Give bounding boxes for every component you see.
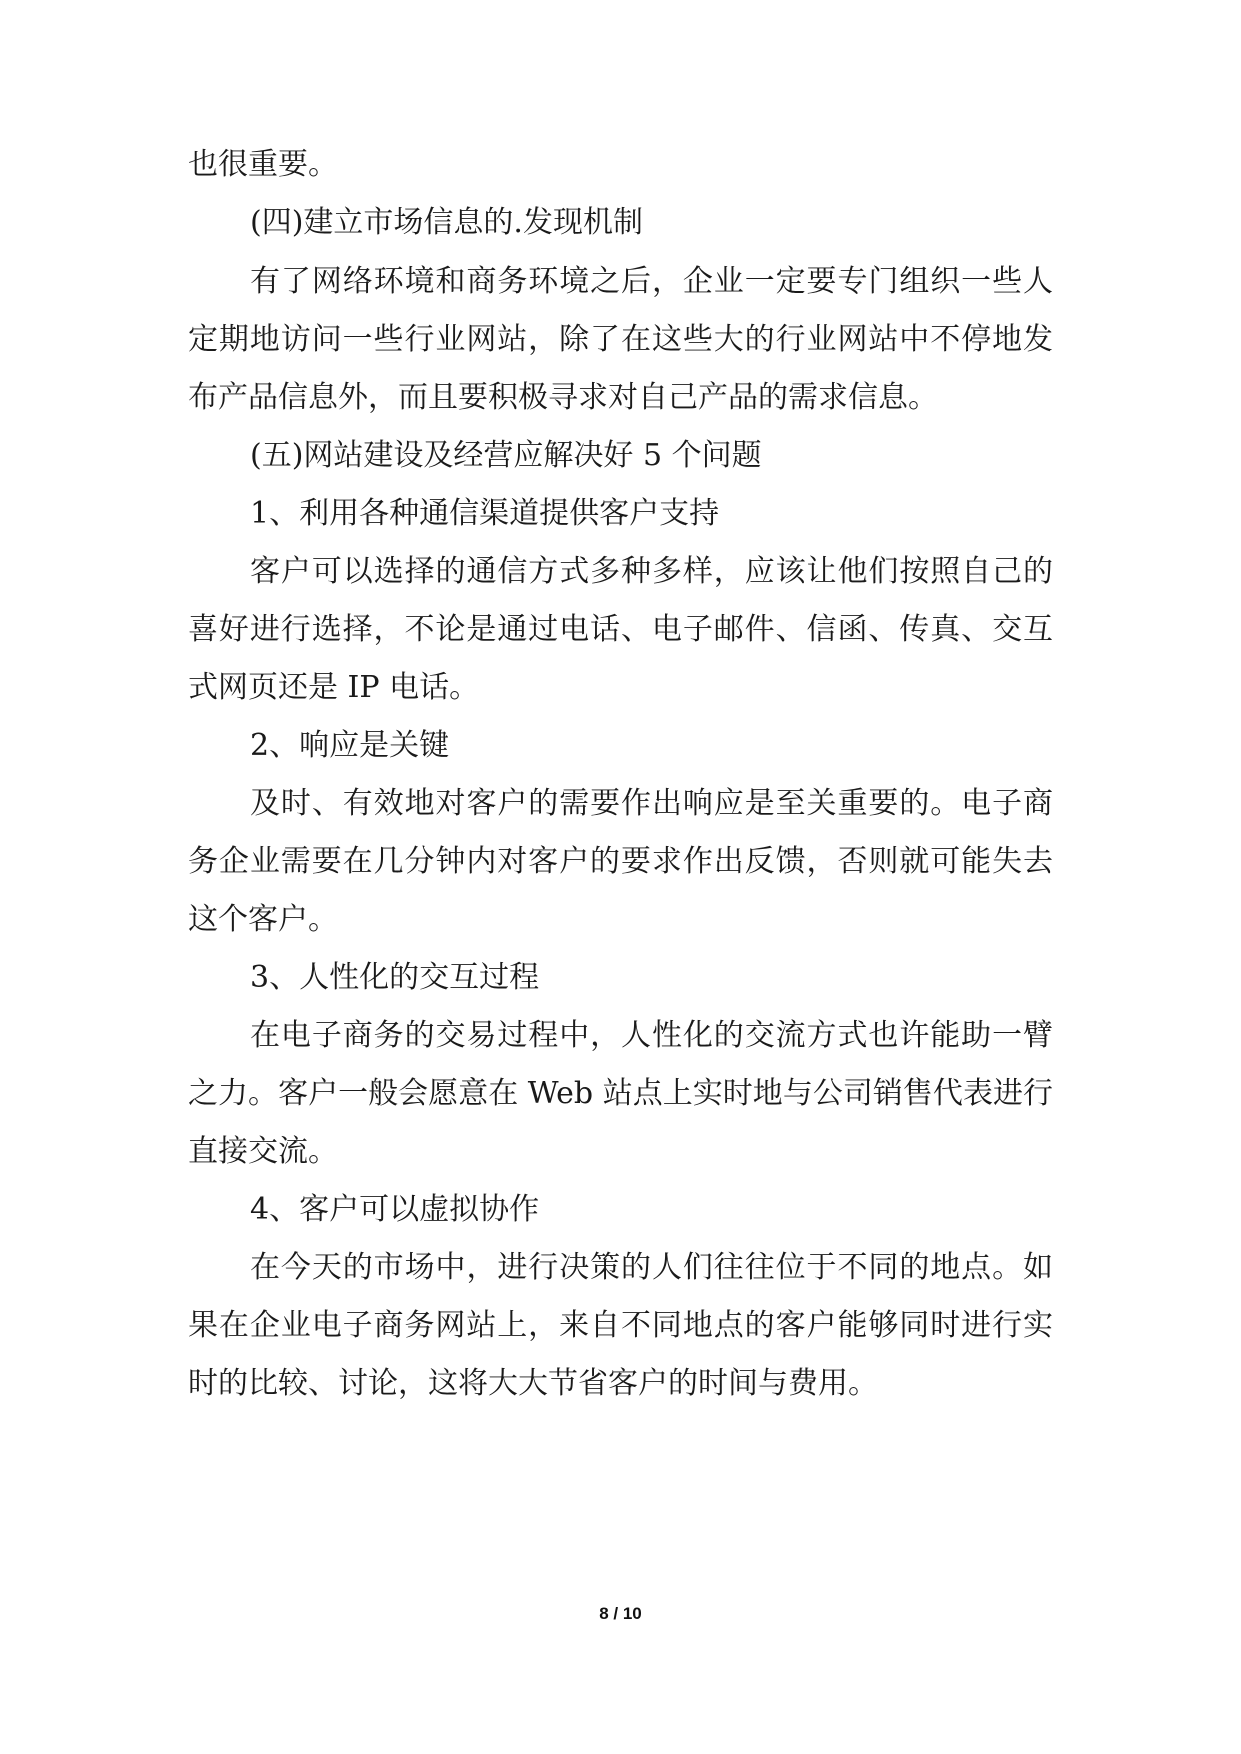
text-line-10: 式网页还是 IP 电话。 — [188, 670, 480, 705]
text-line-18: 直接交流。 — [188, 1134, 338, 1169]
subheading-3: 3、人性化的交互过程 — [250, 960, 540, 995]
text-line-12: 及时、有效地对客户的需要作出响应是至关重要的。电子商 — [250, 786, 1053, 821]
text-line-13: 务企业需要在几分钟内对客户的要求作出反馈，否则就可能失去 — [188, 844, 1053, 879]
section-heading-5: (五)网站建设及经营应解决好 5 个问题 — [250, 438, 762, 473]
text-line-20: 在今天的市场中，进行决策的人们往往位于不同的地点。如 — [250, 1250, 1053, 1285]
page-number: 8 / 10 — [599, 1604, 642, 1623]
text-line-14: 这个客户。 — [188, 902, 338, 937]
text-line-8: 客户可以选择的通信方式多种多样，应该让他们按照自己的 — [250, 554, 1053, 589]
text-line-4: 定期地访问一些行业网站，除了在这些大的行业网站中不停地发 — [188, 322, 1053, 357]
text-line-21: 果在企业电子商务网站上，来自不同地点的客户能够同时进行实 — [188, 1308, 1053, 1343]
section-heading-4: (四)建立市场信息的.发现机制 — [250, 205, 643, 240]
text-line-16: 在电子商务的交易过程中，人性化的交流方式也许能助一臂 — [250, 1018, 1053, 1053]
text-line-9: 喜好进行选择，不论是通过电话、电子邮件、信函、传真、交互 — [188, 612, 1053, 647]
text-line-1: 也很重要。 — [188, 147, 338, 182]
subheading-1: 1、利用各种通信渠道提供客户支持 — [250, 496, 720, 531]
subheading-4: 4、客户可以虚拟协作 — [250, 1192, 540, 1227]
text-line-17: 之力。客户一般会愿意在 Web 站点上实时地与公司销售代表进行 — [188, 1076, 1053, 1111]
text-line-5: 布产品信息外，而且要积极寻求对自己产品的需求信息。 — [188, 380, 938, 415]
text-line-3: 有了网络环境和商务环境之后，企业一定要专门组织一些人 — [250, 264, 1053, 299]
subheading-2: 2、响应是关键 — [250, 728, 450, 763]
text-line-22: 时的比较、讨论，这将大大节省客户的时间与费用。 — [188, 1366, 878, 1401]
